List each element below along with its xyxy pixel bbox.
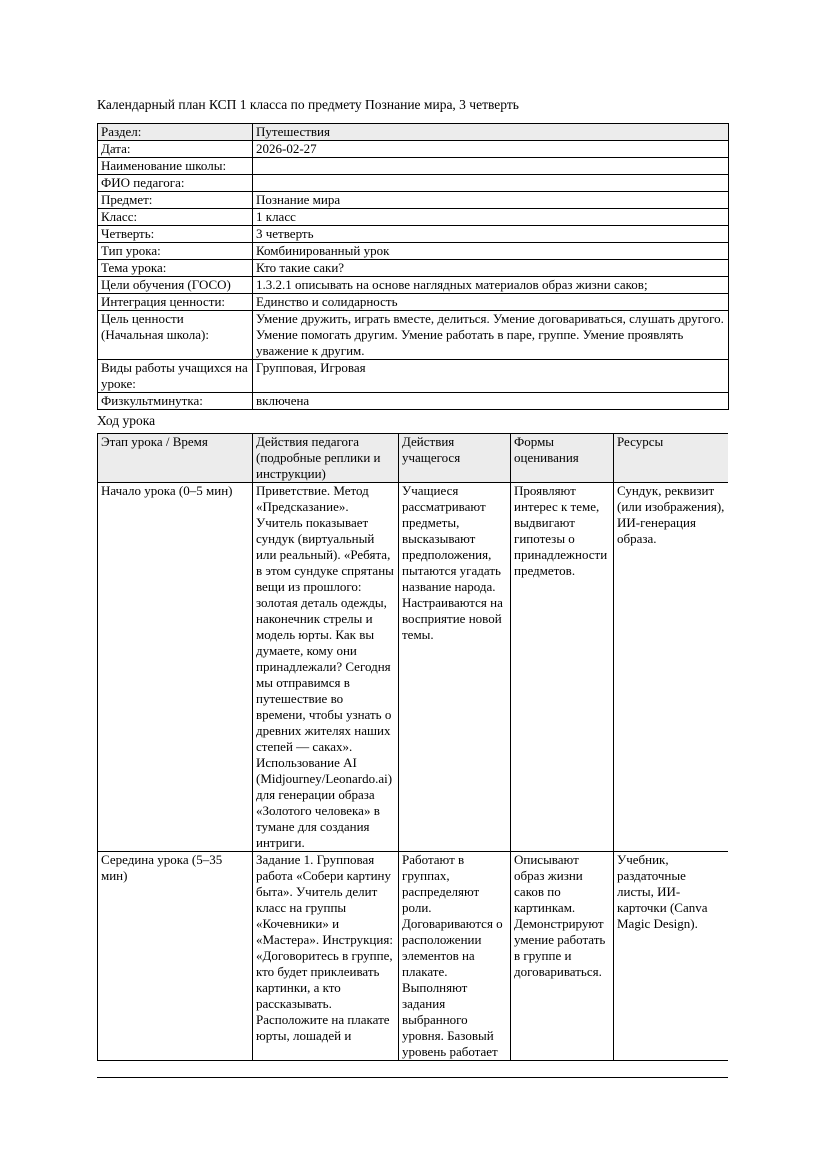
student-actions-cell: Работают в группах, распределяют роли. Договариваются о расположении элементов на плакате. Выполняют задания выбранного уровня. Базовый уровень работает xyxy=(399,852,511,1061)
info-row xyxy=(98,243,729,260)
info-row xyxy=(98,175,729,192)
header-cell-resources: Ресурсы xyxy=(614,434,729,483)
info-value-cell: 1 класс xyxy=(253,209,729,226)
teacher-actions-cell: Приветствие. Метод «Предсказание». Учитель показывает сундук (виртуальный или реальный). «Ребята, в этом сундуке спрятаны вещи из прошлого: золотая деталь одежды, наконечник стрелы и модель юрты. Как вы думаете, кому они принадлежали? Сегодня мы отправимся в путешествие во времени, чтобы узнать о древних жителях наших степей — саках». Использование AI (Midjourney/Leonardo.ai) для генерации образа «Золотого человека» в тумане для создания интриги. xyxy=(253,483,399,852)
resources-cell: Учебник, раздаточные листы, ИИ-карточки (Canva Magic Design). xyxy=(614,852,729,1061)
info-row xyxy=(98,209,729,226)
teacher-actions-cell: Задание 1. Групповая работа «Собери картину быта». Учитель делит класс на группы «Кочевники» и «Мастера». Инструкция: «Договоритесь в группе, кто будет приклеивать картинки, а кто рассказывать. Расположите на плакате юрты, лошадей и xyxy=(253,852,399,1061)
info-value-cell: 3 четверть xyxy=(253,226,729,243)
section-heading: Ход урока xyxy=(97,413,156,428)
student-actions-cell: Учащиеся рассматривают предметы, высказывают предположения, пытаются угадать название народа. Настраиваются на восприятие новой темы. xyxy=(399,483,511,852)
info-value-cell: 1.3.2.1 описывать на основе наглядных материалов образ жизни саков; xyxy=(253,277,729,294)
info-value-cell: Путешествия xyxy=(253,124,729,141)
info-value-cell: Единство и солидарность xyxy=(253,294,729,311)
stage-cell: Начало урока (0–5 мин) xyxy=(98,483,253,852)
info-label-cell: Класс: xyxy=(98,209,253,226)
lesson-header-row xyxy=(98,434,729,483)
assessment-cell: Проявляют интерес к теме, выдвигают гипотезы о принадлежности предметов. xyxy=(511,483,614,852)
info-row xyxy=(98,158,729,175)
info-value-cell: 2026-02-27 xyxy=(253,141,729,158)
lesson-flow-table xyxy=(97,433,728,1061)
info-label-cell: Наименование школы: xyxy=(98,158,253,175)
info-row xyxy=(98,124,729,141)
info-label-cell: Виды работы учащихся на уроке: xyxy=(98,360,253,393)
info-label-cell: Дата: xyxy=(98,141,253,158)
info-label-cell: ФИО педагога: xyxy=(98,175,253,192)
stage-cell: Середина урока (5–35 мин) xyxy=(98,852,253,1061)
info-label-cell: Цель ценности (Начальная школа): xyxy=(98,311,253,360)
info-value-cell xyxy=(253,175,729,192)
info-label-cell: Предмет: xyxy=(98,192,253,209)
info-label-cell: Тип урока: xyxy=(98,243,253,260)
info-row xyxy=(98,192,729,209)
info-value-cell: включена xyxy=(253,393,729,410)
info-label-cell: Тема урока: xyxy=(98,260,253,277)
document-title: Календарный план КСП 1 класса по предмету Познание мира, 3 четверть xyxy=(97,97,519,112)
info-row xyxy=(98,393,729,410)
info-row xyxy=(98,260,729,277)
info-value-cell: Познание мира xyxy=(253,192,729,209)
info-label-cell: Физкультминутка: xyxy=(98,393,253,410)
info-label-cell: Четверть: xyxy=(98,226,253,243)
info-row xyxy=(98,360,729,393)
info-row xyxy=(98,311,729,360)
info-label-cell: Интеграция ценности: xyxy=(98,294,253,311)
info-value-cell xyxy=(253,158,729,175)
info-row xyxy=(98,277,729,294)
header-cell-student: Действия учащегося xyxy=(399,434,511,483)
info-row xyxy=(98,294,729,311)
info-value-cell: Умение дружить, играть вместе, делиться. Умение договариваться, слушать другого. Умение помогать другим. Умение работать в паре, группе. Умение проявлять уважение к другим. xyxy=(253,311,729,360)
info-label-cell: Цели обучения (ГОСО) xyxy=(98,277,253,294)
info-value-cell: Кто такие саки? xyxy=(253,260,729,277)
header-cell-stage: Этап урока / Время xyxy=(98,434,253,483)
document-content xyxy=(97,97,728,1078)
info-row xyxy=(98,141,729,158)
header-cell-assessment: Формы оценивания xyxy=(511,434,614,483)
lesson-flow-table-clip xyxy=(97,433,728,1078)
lesson-row xyxy=(98,852,729,1061)
lesson-info-table xyxy=(97,123,729,410)
info-row xyxy=(98,226,729,243)
info-value-cell: Групповая, Игровая xyxy=(253,360,729,393)
lesson-row xyxy=(98,483,729,852)
assessment-cell: Описывают образ жизни саков по картинкам. Демонстрируют умение работать в группе и договариваться. xyxy=(511,852,614,1061)
resources-cell: Сундук, реквизит (или изображения), ИИ-генерация образа. xyxy=(614,483,729,852)
info-value-cell: Комбинированный урок xyxy=(253,243,729,260)
info-label-cell: Раздел: xyxy=(98,124,253,141)
header-cell-teacher: Действия педагога (подробные реплики и инструкции) xyxy=(253,434,399,483)
